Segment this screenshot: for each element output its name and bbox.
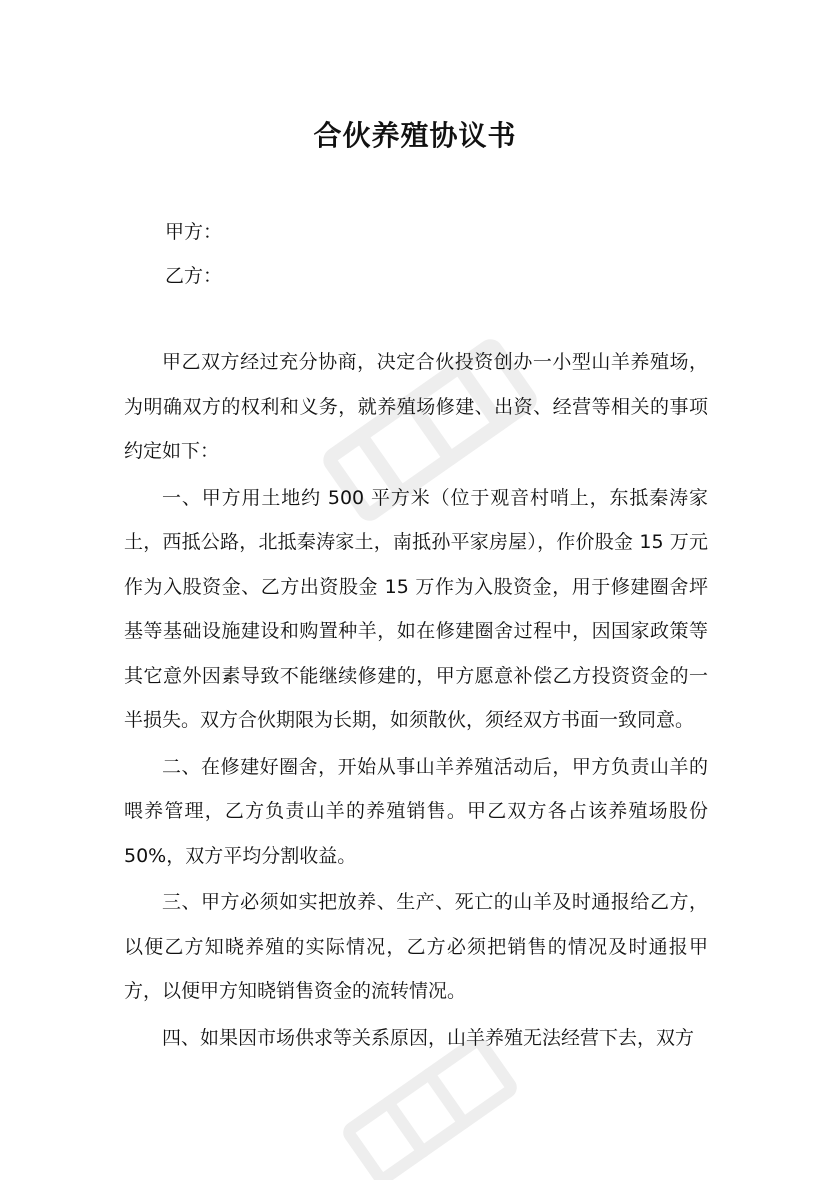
paragraph-clause-3: 三、甲方必须如实把放养、生产、死亡的山羊及时通报给乙方，以便乙方知晓养殖的实际情况，乙方必须把销售的情况及时通报甲方，以便甲方知晓销售资金的流转情况。: [124, 891, 708, 1002]
agreement-body: [124, 340, 708, 1060]
page-title: 合伙养殖协议书: [313, 119, 517, 152]
paragraph-clause-4: 四、如果因市场供求等关系原因，山羊养殖无法经营下去，双方: [162, 1026, 695, 1049]
paragraph-clause-2: 二、在修建好圈舍，开始从事山羊养殖活动后，甲方负责山羊的喂养管理，乙方负责山羊的养殖销售。甲乙双方各占该养殖场股份 50%，双方平均分割收益。: [124, 755, 708, 867]
paragraph-clause-1: 一、甲方用土地约 500 平方米（位于观音村哨上，东抵秦涛家土，西抵公路，北抵秦涛家土，南抵孙平家房屋），作价股金 15 万元作为入股资金、乙方出资股金 15 万作为入股资金，用于修建圈舍坪基等基础设施建设和购置种羊，如在修建圈舍过程中，因国家政策等其它意外因素导致不能继续修建的，甲方愿意补偿乙方投资资金的一半损失。双方合伙期限为长期，如须散伙，须经双方书面一致同意。: [124, 486, 708, 731]
party-b-label: 乙方：: [165, 265, 223, 287]
party-a-label: 甲方：: [165, 221, 223, 243]
watermark-logo-icon: [330, 1040, 530, 1180]
paragraph-intro: 甲乙双方经过充分协商，决定合伙投资创办一小型山羊养殖场，为明确双方的权利和义务，就养殖场修建、出资、经营等相关的事项约定如下：: [124, 351, 708, 462]
